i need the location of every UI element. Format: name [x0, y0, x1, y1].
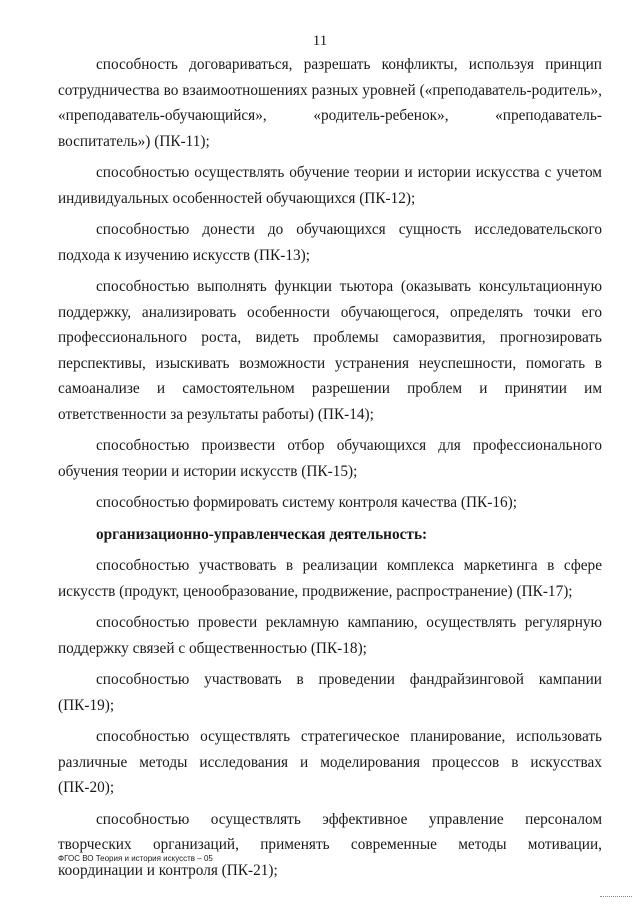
competence-pk-20: способностью осуществлять стратегическое планирование, использовать различные методы исследования и моделирования процессов в искусствах (ПК-20); — [58, 728, 602, 796]
competence-pk-13: способностью донести до обучающихся сущность исследовательского подхода к изучению искусств (ПК-13); — [58, 221, 602, 264]
competence-pk-19: способностью участвовать в проведении фандрайзинговой кампании (ПК-19); — [58, 671, 602, 714]
competence-pk-21: способностью осуществлять эффективное управление персоналом творческих организаций, применять современные методы мотивации, координации и контроля (ПК-21); — [58, 810, 602, 879]
section-heading: организационно-управленческая деятельность: — [96, 525, 428, 543]
competence-pk-18: способностью провести рекламную кампанию, осуществлять регулярную поддержку связей с общественностью (ПК-18); — [58, 614, 602, 657]
competence-pk-17: способностью участвовать в реализации комплекса маркетинга в сфере искусств (продукт, ценообразование, продвижение, распространение) (ПК-17); — [58, 557, 602, 600]
competence-pk-16: способностью формировать систему контроля качества (ПК-16); — [96, 494, 517, 511]
competence-pk-14: способностью выполнять функции тьютора (оказывать консультационную поддержку, анализировать особенности обучающегося, определять точки его профессионального роста, видеть проблемы саморазвития, прогнозировать перспективы, изыскивать возможности устранения неуспешности, помогать в самоанализе и самостоятельном разрешении проблем и принятии им ответственности за результаты работы) (ПК-14); — [58, 278, 602, 423]
scan-artifact — [600, 896, 632, 899]
competence-pk-11: способность договариваться, разрешать конфликты, используя принцип сотрудничества во взаимоотношениях разных уровней («преподаватель-родитель», «преподаватель-обучающийся», «родитель-ребенок», «преподаватель-воспитатель») (ПК-11); — [58, 56, 602, 150]
page-footer: ФГОС ВО Теория и история искусств – 05 — [58, 854, 213, 863]
document-body — [58, 52, 602, 889]
competence-pk-15: способностью произвести отбор обучающихся для профессионального обучения теории и истории искусств (ПК-15); — [58, 437, 602, 480]
page-number: 11 — [312, 33, 328, 49]
competence-pk-12: способностью осуществлять обучение теории и истории искусства с учетом индивидуальных особенностей обучающихся (ПК-12); — [58, 164, 602, 207]
